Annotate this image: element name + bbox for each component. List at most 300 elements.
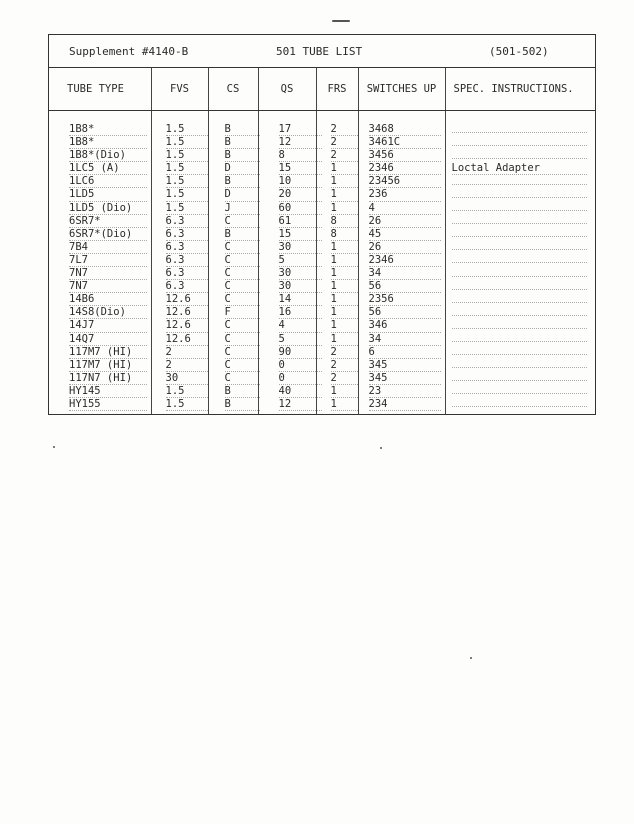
supplement-number: Supplement #4140-B xyxy=(69,45,189,58)
cell-value: 26 xyxy=(369,215,441,228)
table-cell xyxy=(358,136,445,149)
cell-value: J xyxy=(225,202,260,215)
table-row xyxy=(49,319,595,332)
cell-value: 2356 xyxy=(369,293,441,306)
table-cell xyxy=(445,372,595,385)
table-cell xyxy=(49,136,151,149)
table-cell xyxy=(445,280,595,293)
table-cell xyxy=(445,306,595,319)
tube-table xyxy=(49,68,595,414)
table-row xyxy=(49,241,595,254)
cell-value: 14Q7 xyxy=(69,333,147,346)
table-row xyxy=(49,359,595,372)
title-bar xyxy=(49,35,595,68)
cell-value: 236 xyxy=(369,188,441,201)
cell-value: 1 xyxy=(331,333,358,346)
table-cell xyxy=(208,293,258,306)
cell-value xyxy=(452,236,588,237)
table-row xyxy=(49,111,595,137)
cell-value: 45 xyxy=(369,228,441,241)
cell-value: F xyxy=(225,306,260,319)
table-cell xyxy=(316,319,358,332)
cell-value: 1.5 xyxy=(166,175,208,188)
table-cell xyxy=(316,111,358,137)
table-row xyxy=(49,228,595,241)
table-cell xyxy=(316,267,358,280)
table-cell xyxy=(49,280,151,293)
table-row xyxy=(49,149,595,162)
cell-value: 2 xyxy=(331,123,358,136)
table-cell xyxy=(208,175,258,188)
cell-value: 2 xyxy=(166,346,208,359)
table-cell xyxy=(151,398,208,414)
cell-value: 345 xyxy=(369,372,441,385)
cell-value: B xyxy=(225,228,260,241)
cell-value: B xyxy=(225,123,260,136)
cell-value: C xyxy=(225,319,260,332)
table-cell xyxy=(258,254,316,267)
table-cell xyxy=(358,385,445,398)
column-header-qs: QS xyxy=(258,68,316,111)
table-cell xyxy=(49,267,151,280)
cell-value: 56 xyxy=(369,280,441,293)
cell-value: 1.5 xyxy=(166,398,208,411)
cell-value: 3456 xyxy=(369,149,441,162)
table-cell xyxy=(208,215,258,228)
cell-value: 0 xyxy=(279,359,322,372)
table-cell xyxy=(49,149,151,162)
cell-value: 12.6 xyxy=(166,293,208,306)
table-cell xyxy=(151,111,208,137)
cell-value: 2 xyxy=(331,149,358,162)
cell-value: 30 xyxy=(166,372,208,385)
table-cell xyxy=(49,228,151,241)
table-cell xyxy=(49,162,151,175)
cell-value xyxy=(452,367,588,368)
table-cell xyxy=(358,241,445,254)
table-cell xyxy=(258,293,316,306)
cell-value: 34 xyxy=(369,267,441,280)
table-cell xyxy=(258,346,316,359)
table-cell xyxy=(445,346,595,359)
table-cell xyxy=(49,333,151,346)
table-cell xyxy=(316,228,358,241)
cell-value: B xyxy=(225,136,260,149)
cell-value: 4 xyxy=(279,319,322,332)
table-cell xyxy=(258,398,316,414)
cell-value: 1 xyxy=(331,319,358,332)
table-cell xyxy=(151,202,208,215)
cell-value: 1LC6 xyxy=(69,175,147,188)
table-cell xyxy=(316,333,358,346)
table-cell xyxy=(258,319,316,332)
table-cell xyxy=(358,306,445,319)
cell-value: 1 xyxy=(331,162,358,175)
table-cell xyxy=(358,175,445,188)
cell-value: C xyxy=(225,372,260,385)
cell-value: 14J7 xyxy=(69,319,147,332)
table-cell xyxy=(358,359,445,372)
table-cell xyxy=(358,293,445,306)
column-header-fvs: FVS xyxy=(151,68,208,111)
cell-value: 5 xyxy=(279,333,322,346)
table-cell xyxy=(316,372,358,385)
table-cell xyxy=(316,162,358,175)
table-cell xyxy=(445,175,595,188)
cell-value xyxy=(452,223,588,224)
table-cell xyxy=(208,319,258,332)
cell-value: 30 xyxy=(279,267,322,280)
table-row xyxy=(49,254,595,267)
table-cell xyxy=(258,333,316,346)
table-cell xyxy=(151,319,208,332)
cell-value: 12 xyxy=(279,136,322,149)
table-cell xyxy=(208,280,258,293)
table-cell xyxy=(358,280,445,293)
table-cell xyxy=(208,202,258,215)
table-cell xyxy=(208,385,258,398)
cell-value: 12.6 xyxy=(166,333,208,346)
table-cell xyxy=(258,202,316,215)
table-cell xyxy=(358,188,445,201)
list-title: 501 TUBE LIST xyxy=(276,45,363,58)
cell-value: 1 xyxy=(331,306,358,319)
table-row xyxy=(49,293,595,306)
cell-value: 2346 xyxy=(369,162,441,175)
cell-value: 6.3 xyxy=(166,254,208,267)
cell-value: 16 xyxy=(279,306,322,319)
tube-list-sheet xyxy=(48,34,596,415)
cell-value: 1.5 xyxy=(166,136,208,149)
cell-value xyxy=(452,315,588,316)
cell-value xyxy=(452,328,588,329)
cell-value: 12.6 xyxy=(166,306,208,319)
table-cell xyxy=(258,241,316,254)
cell-value: C xyxy=(225,241,260,254)
cell-value: 1 xyxy=(331,188,358,201)
table-cell xyxy=(358,333,445,346)
table-cell xyxy=(445,267,595,280)
cell-value xyxy=(452,380,588,381)
cell-value: 5 xyxy=(279,254,322,267)
cell-value: C xyxy=(225,346,260,359)
table-cell xyxy=(445,359,595,372)
table-cell xyxy=(151,280,208,293)
table-cell xyxy=(258,215,316,228)
table-cell xyxy=(258,267,316,280)
cell-value: C xyxy=(225,267,260,280)
cell-value: 60 xyxy=(279,202,322,215)
table-cell xyxy=(445,136,595,149)
table-cell xyxy=(258,359,316,372)
cell-value xyxy=(452,158,588,159)
table-cell xyxy=(445,215,595,228)
table-body xyxy=(49,111,595,415)
cell-value: 23 xyxy=(369,385,441,398)
table-cell xyxy=(49,359,151,372)
table-cell xyxy=(49,346,151,359)
column-header-spec-instructions: SPEC. INSTRUCTIONS. xyxy=(445,68,595,111)
table-cell xyxy=(151,136,208,149)
table-cell xyxy=(316,359,358,372)
cell-value: 6 xyxy=(369,346,441,359)
table-cell xyxy=(258,111,316,137)
table-cell xyxy=(316,293,358,306)
table-cell xyxy=(358,149,445,162)
table-cell xyxy=(445,188,595,201)
table-cell xyxy=(316,306,358,319)
cell-value: 1 xyxy=(331,385,358,398)
cell-value xyxy=(452,393,588,394)
cell-value: 56 xyxy=(369,306,441,319)
table-cell xyxy=(316,385,358,398)
table-cell xyxy=(316,280,358,293)
table-cell xyxy=(258,136,316,149)
table-cell xyxy=(445,319,595,332)
cell-value: 1 xyxy=(331,267,358,280)
table-cell xyxy=(151,149,208,162)
cell-value xyxy=(452,276,588,277)
cell-value: 1 xyxy=(331,241,358,254)
table-cell xyxy=(358,372,445,385)
cell-value: 7B4 xyxy=(69,241,147,254)
cell-value: 0 xyxy=(279,372,322,385)
cell-value: 8 xyxy=(331,228,358,241)
cell-value xyxy=(452,302,588,303)
table-cell xyxy=(49,372,151,385)
cell-value: 6.3 xyxy=(166,215,208,228)
cell-value: HY145 xyxy=(69,385,147,398)
cell-value: 34 xyxy=(369,333,441,346)
cell-value: 1.5 xyxy=(166,149,208,162)
table-row xyxy=(49,372,595,385)
cell-value: 1.5 xyxy=(166,202,208,215)
cell-value: 40 xyxy=(279,385,322,398)
table-cell xyxy=(258,162,316,175)
table-cell xyxy=(445,293,595,306)
table-cell xyxy=(208,254,258,267)
cell-value: C xyxy=(225,254,260,267)
table-cell xyxy=(358,398,445,414)
table-cell xyxy=(208,241,258,254)
table-cell xyxy=(208,188,258,201)
cell-value: C xyxy=(225,215,260,228)
table-cell xyxy=(258,175,316,188)
table-cell xyxy=(151,359,208,372)
table-cell xyxy=(445,333,595,346)
table-cell xyxy=(358,162,445,175)
cell-value: C xyxy=(225,280,260,293)
cell-value xyxy=(452,406,588,407)
cell-value: 7N7 xyxy=(69,267,147,280)
cell-value: D xyxy=(225,188,260,201)
table-cell xyxy=(49,306,151,319)
table-cell xyxy=(445,111,595,137)
cell-value: 8 xyxy=(279,149,322,162)
table-cell xyxy=(445,162,595,175)
table-cell xyxy=(151,175,208,188)
table-cell xyxy=(151,346,208,359)
table-cell xyxy=(316,202,358,215)
table-cell xyxy=(208,398,258,414)
cell-value: 6.3 xyxy=(166,228,208,241)
cell-value: 1B8*(Dio) xyxy=(69,149,147,162)
cell-value xyxy=(452,132,588,133)
table-cell xyxy=(151,293,208,306)
table-cell xyxy=(258,385,316,398)
cell-value: 1 xyxy=(331,254,358,267)
cell-value: 1LD5 (Dio) xyxy=(69,202,147,215)
table-cell xyxy=(445,202,595,215)
column-header-frs: FRS xyxy=(316,68,358,111)
tube-range: (501-502) xyxy=(489,45,549,58)
cell-value: C xyxy=(225,359,260,372)
table-cell xyxy=(151,241,208,254)
table-cell xyxy=(208,267,258,280)
table-cell xyxy=(445,254,595,267)
cell-value xyxy=(452,289,588,290)
cell-value: 1.5 xyxy=(166,123,208,136)
cell-value: 1 xyxy=(331,175,358,188)
cell-value xyxy=(452,197,588,198)
cell-value: 10 xyxy=(279,175,322,188)
table-cell xyxy=(49,202,151,215)
cell-value: 90 xyxy=(279,346,322,359)
cell-value: 3461C xyxy=(369,136,441,149)
table-cell xyxy=(316,215,358,228)
cell-value xyxy=(452,354,588,355)
cell-value xyxy=(452,145,588,146)
table-cell xyxy=(208,346,258,359)
cell-value: 117M7 (HI) xyxy=(69,359,147,372)
cell-value: 15 xyxy=(279,162,322,175)
scan-speck xyxy=(332,20,350,22)
table-cell xyxy=(151,267,208,280)
table-cell xyxy=(151,188,208,201)
cell-value: B xyxy=(225,149,260,162)
table-cell xyxy=(208,162,258,175)
table-cell xyxy=(445,398,595,414)
table-cell xyxy=(151,215,208,228)
table-cell xyxy=(316,175,358,188)
cell-value: 117N7 (HI) xyxy=(69,372,147,385)
scan-speck xyxy=(380,447,382,449)
cell-value: 6.3 xyxy=(166,241,208,254)
cell-value: 14S8(Dio) xyxy=(69,306,147,319)
cell-value: 3468 xyxy=(369,123,441,136)
table-cell xyxy=(358,215,445,228)
cell-value: 1B8* xyxy=(69,136,147,149)
table-cell xyxy=(151,228,208,241)
table-cell xyxy=(358,111,445,137)
table-cell xyxy=(358,346,445,359)
table-cell xyxy=(208,333,258,346)
table-cell xyxy=(258,149,316,162)
cell-value: 30 xyxy=(279,280,322,293)
cell-value: 7L7 xyxy=(69,254,147,267)
cell-value: 6SR7*(Dio) xyxy=(69,228,147,241)
cell-value: 20 xyxy=(279,188,322,201)
cell-value: 1 xyxy=(331,398,358,411)
table-cell xyxy=(208,372,258,385)
cell-value: 12 xyxy=(279,398,322,411)
cell-value: 30 xyxy=(279,241,322,254)
column-header-tube-type: TUBE TYPE xyxy=(49,68,151,111)
table-row xyxy=(49,136,595,149)
cell-value: 117M7 (HI) xyxy=(69,346,147,359)
cell-value: 6.3 xyxy=(166,267,208,280)
cell-value: 2 xyxy=(166,359,208,372)
table-cell xyxy=(151,333,208,346)
table-row xyxy=(49,162,595,175)
cell-value xyxy=(452,341,588,342)
cell-value: 1.5 xyxy=(166,385,208,398)
table-cell xyxy=(151,162,208,175)
table-cell xyxy=(316,136,358,149)
table-cell xyxy=(316,149,358,162)
table-row xyxy=(49,385,595,398)
table-cell xyxy=(151,306,208,319)
cell-value: C xyxy=(225,293,260,306)
cell-value: 2 xyxy=(331,346,358,359)
cell-value xyxy=(452,262,588,263)
cell-value: HY155 xyxy=(69,398,147,411)
table-cell xyxy=(49,175,151,188)
cell-value: 1 xyxy=(331,202,358,215)
cell-value: 234 xyxy=(369,398,441,411)
table-cell xyxy=(316,241,358,254)
table-cell xyxy=(151,372,208,385)
table-row xyxy=(49,306,595,319)
column-header-cs: CS xyxy=(208,68,258,111)
cell-value: 2346 xyxy=(369,254,441,267)
cell-value: 12.6 xyxy=(166,319,208,332)
cell-value: 23456 xyxy=(369,175,441,188)
cell-value: C xyxy=(225,333,260,346)
cell-value: 1LC5 (A) xyxy=(69,162,147,175)
cell-value: 345 xyxy=(369,359,441,372)
table-cell xyxy=(316,398,358,414)
table-row xyxy=(49,175,595,188)
table-row xyxy=(49,398,595,414)
table-cell xyxy=(258,228,316,241)
cell-value: 1 xyxy=(331,293,358,306)
cell-value: 26 xyxy=(369,241,441,254)
cell-value: 14 xyxy=(279,293,322,306)
table-cell xyxy=(316,254,358,267)
table-cell xyxy=(49,111,151,137)
table-cell xyxy=(258,188,316,201)
table-cell xyxy=(445,241,595,254)
table-cell xyxy=(208,136,258,149)
cell-value: 1B8* xyxy=(69,123,147,136)
cell-value: 346 xyxy=(369,319,441,332)
table-cell xyxy=(445,385,595,398)
table-cell xyxy=(445,228,595,241)
table-cell xyxy=(49,385,151,398)
table-row xyxy=(49,202,595,215)
table-cell xyxy=(208,228,258,241)
cell-value xyxy=(452,210,588,211)
table-cell xyxy=(208,306,258,319)
table-cell xyxy=(49,254,151,267)
table-cell xyxy=(258,306,316,319)
column-header-switches-up: SWITCHES UP xyxy=(358,68,445,111)
table-row xyxy=(49,333,595,346)
table-row xyxy=(49,188,595,201)
cell-value: 7N7 xyxy=(69,280,147,293)
cell-value: 4 xyxy=(369,202,441,215)
